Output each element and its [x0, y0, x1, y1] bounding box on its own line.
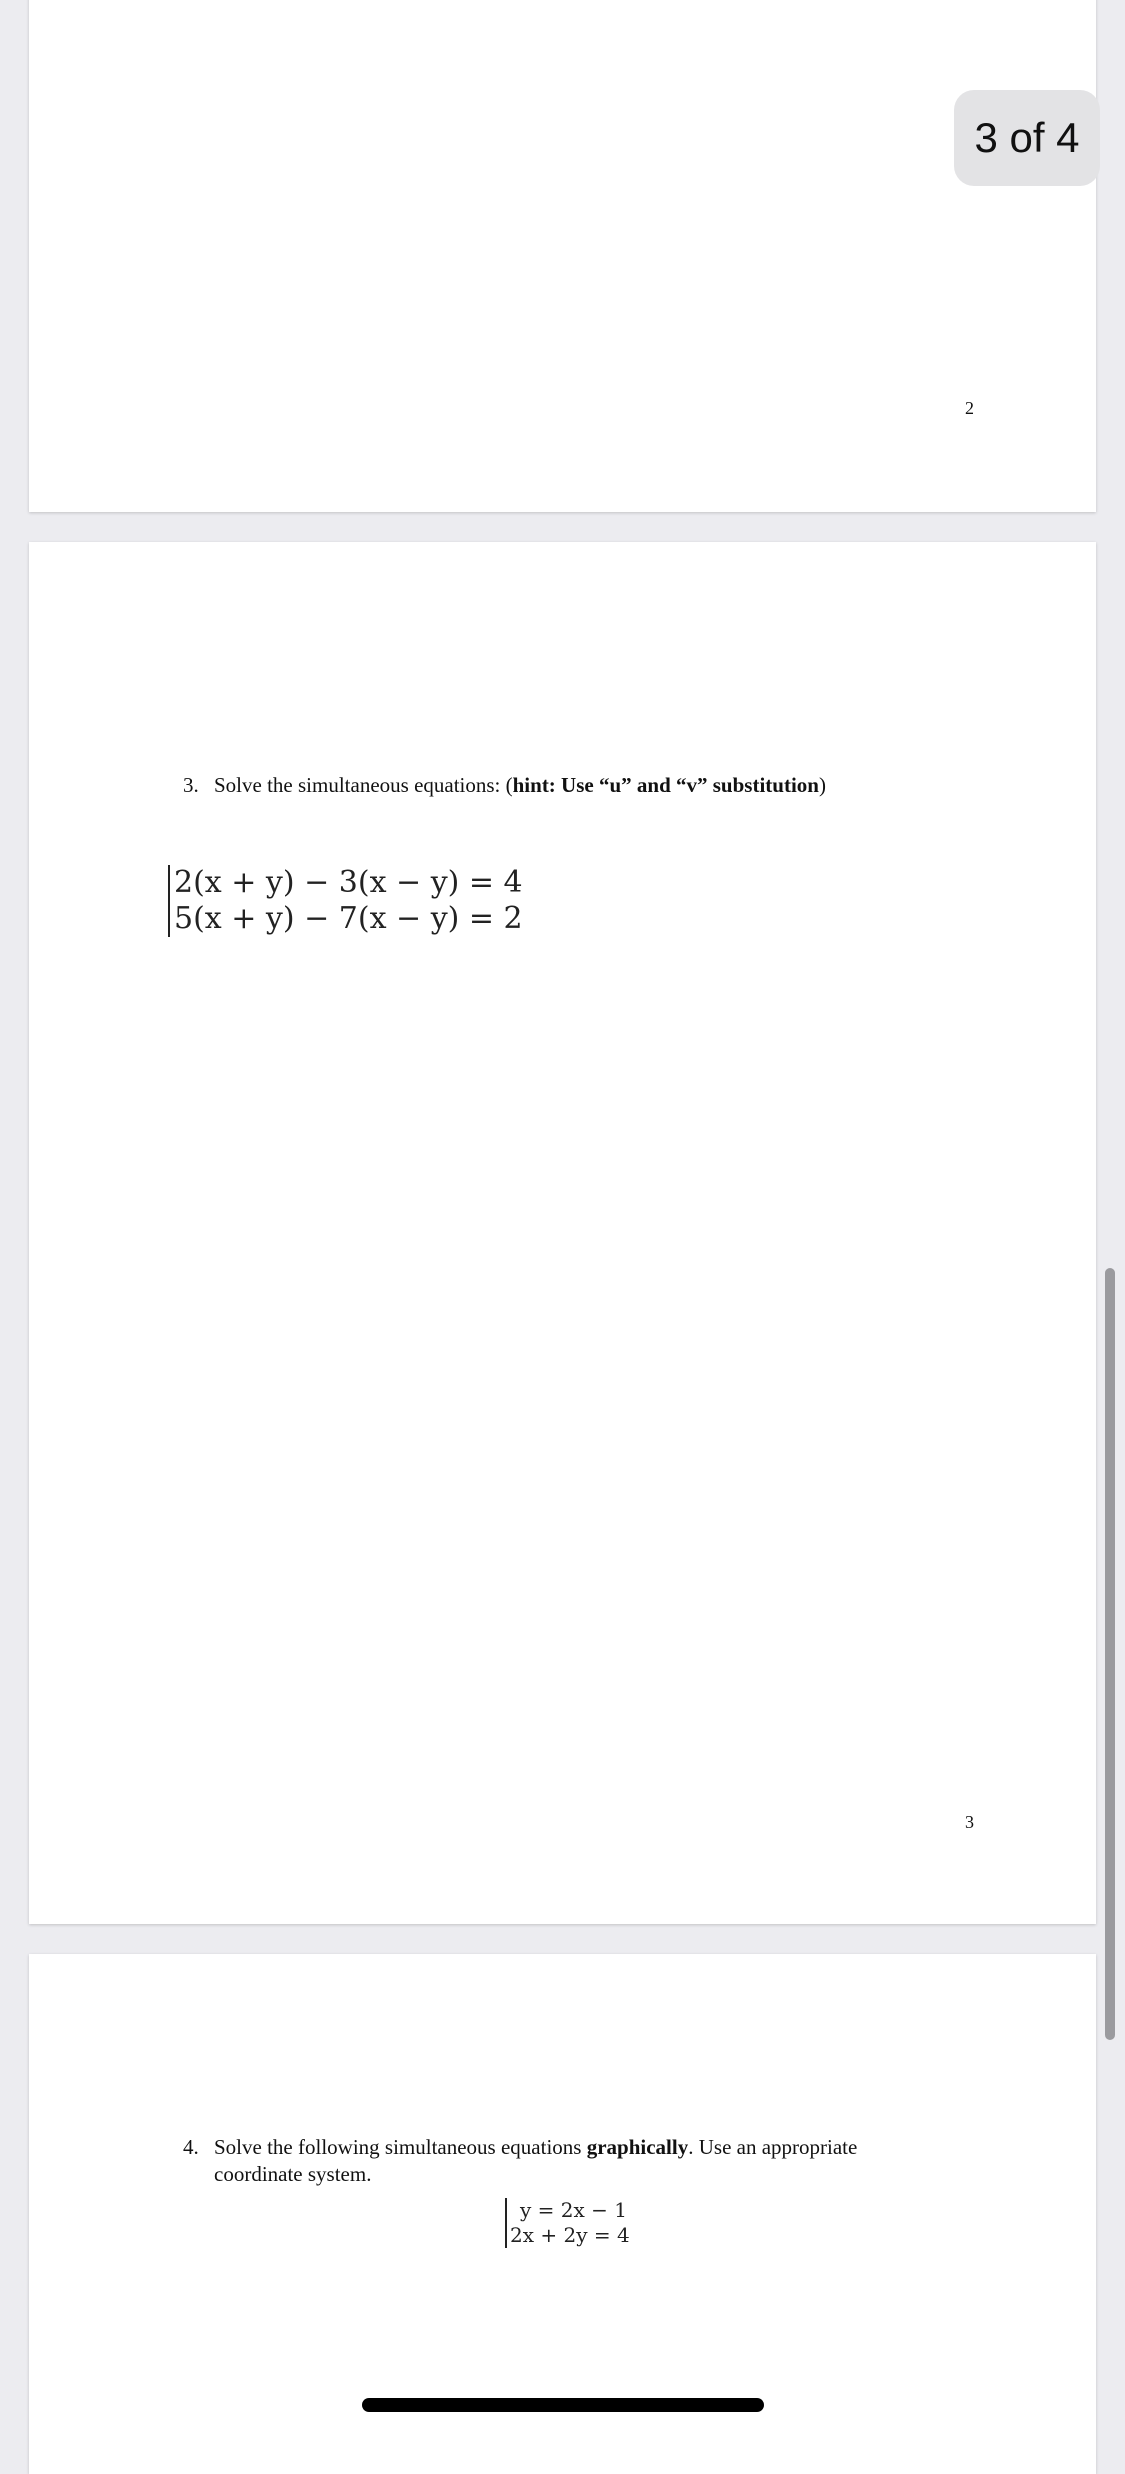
document-page-2 [29, 0, 1096, 512]
page-number: 2 [965, 398, 974, 418]
page-number: 3 [965, 1812, 974, 1832]
emphasis-text: graphically [586, 2135, 689, 2159]
home-indicator[interactable] [362, 2398, 764, 2412]
equation: y = 2x − 1 [520, 2198, 627, 2222]
question-3 [183, 772, 983, 802]
equation-system [505, 2198, 630, 2248]
question-4 [183, 2134, 943, 2190]
document-page-4 [29, 1954, 1096, 2474]
question-number: 4. [183, 2135, 199, 2159]
question-text: Solve the simultaneous equations: (hint: Use “u” and “v” substitution) [214, 773, 826, 797]
document-page-3 [29, 542, 1096, 1924]
equation: 2x + 2y = 4 [510, 2223, 630, 2247]
equation: 5(x + y) − 7(x − y) = 2 [174, 901, 523, 936]
question-text: Solve the following simultaneous equations graphically. Use an appropriate coordinate system. [214, 2135, 858, 2186]
question-number: 3. [183, 773, 199, 797]
page-counter-badge: 3 of 4 [954, 90, 1100, 186]
hint-text: hint: Use “u” and “v” substitution [512, 773, 819, 797]
equation-system [168, 865, 523, 937]
scrollbar[interactable] [1105, 1268, 1115, 2040]
equation: 2(x + y) − 3(x − y) = 4 [174, 865, 523, 900]
